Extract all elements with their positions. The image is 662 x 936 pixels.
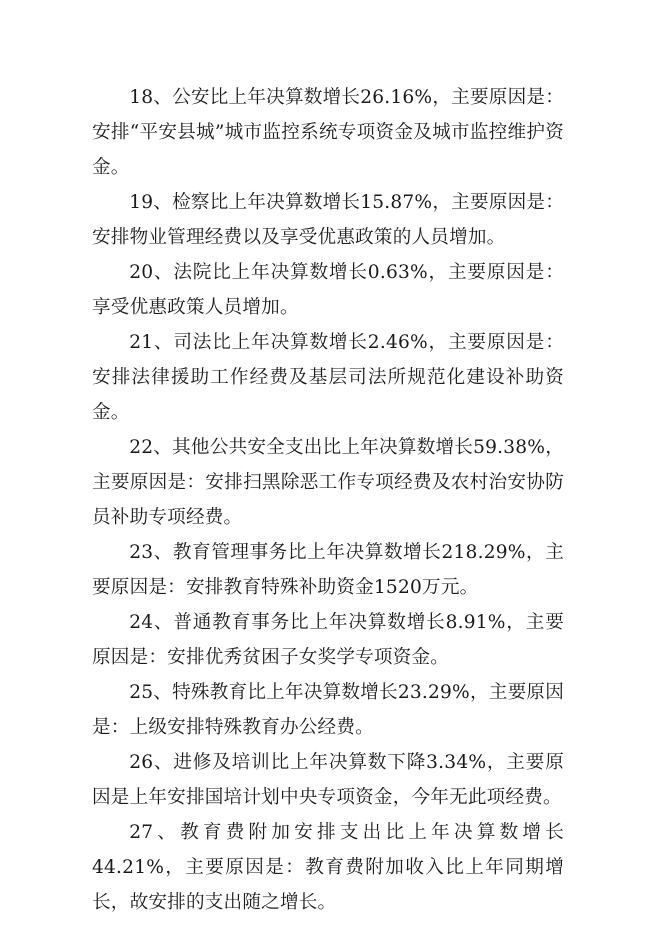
paragraph-item-18: 18、公安比上年决算数增长26.16%，主要原因是：安排“平安县城”城市监控系统专项资金及城市监控维护资金。 bbox=[92, 87, 564, 178]
paragraph-item-19: 19、检察比上年决算数增长15.87%，主要原因是：安排物业管理经费以及享受优惠政策的人员增加。 bbox=[92, 192, 564, 248]
paragraph-item-25: 25、特殊教育比上年决算数增长23.29%，主要原因是：上级安排特殊教育办公经费。 bbox=[92, 682, 564, 738]
paragraph-item-20: 20、法院比上年决算数增长0.63%，主要原因是：享受优惠政策人员增加。 bbox=[92, 262, 564, 318]
paragraph-item-22: 22、其他公共安全支出比上年决算数增长59.38%，主要原因是：安排扫黑除恶工作专项经费及农村治安协防员补助专项经费。 bbox=[92, 437, 564, 528]
paragraph-item-21: 21、司法比上年决算数增长2.46%，主要原因是：安排法律援助工作经费及基层司法所规范化建设补助资金。 bbox=[92, 332, 564, 423]
paragraph-item-23: 23、教育管理事务比上年决算数增长218.29%，主要原因是：安排教育特殊补助资金1520万元。 bbox=[92, 542, 564, 598]
paragraph-item-26: 26、进修及培训比上年决算数下降3.34%，主要原因是上年安排国培计划中央专项资金，今年无此项经费。 bbox=[92, 752, 564, 808]
paragraph-item-27: 27、教育费附加安排支出比上年决算数增长44.21%，主要原因是：教育费附加收入比上年同期增长，故安排的支出随之增长。 bbox=[92, 822, 564, 913]
document-page bbox=[92, 80, 564, 920]
paragraph-item-24: 24、普通教育事务比上年决算数增长8.91%，主要原因是：安排优秀贫困子女奖学专项资金。 bbox=[92, 612, 564, 668]
